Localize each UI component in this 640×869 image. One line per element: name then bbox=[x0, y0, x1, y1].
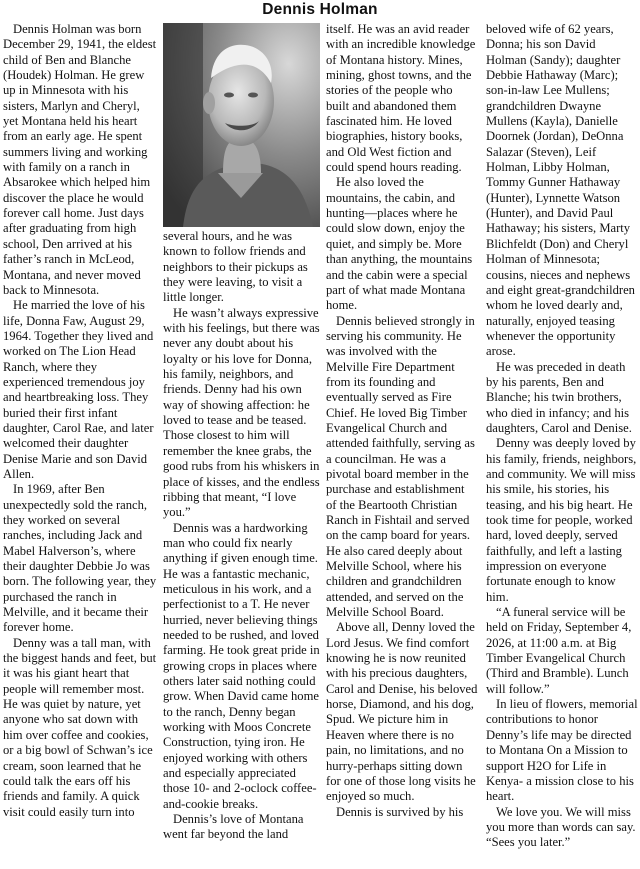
paragraph: Dennis believed strongly in serving his community. He was involved with the Melville Fire Department from its founding and eventually served as Fire Chief. He loved Big Timber Evangelical Church and attended faithfully, serving as a councilman. He was a pivotal board member in the purchase and establishment of the Beartooth Christian Ranch in Fishtail and served on the camp board for years. He also cared deeply about Melville School, where his children and grandchildren attended, and served on the Melville School Board. bbox=[326, 313, 475, 620]
paragraph: In 1969, after Ben unexpectedly sold the ranch, they worked on several ranches, including Jack and Mabel Halverson’s, where their daughter Debbie Jo was born. The following year, they purchased the ranch in Melville, and it became their forever home. bbox=[3, 482, 157, 635]
paragraph: Denny was deeply loved by his family, friends, neighbors, and community. We will miss his smile, his stories, his teasing, and his big heart. He took time for people, worked hard, loved deeply, served faithfully, and left a lasting impression on everyone fortunate enough to know him. bbox=[486, 436, 637, 604]
paragraph: We love you. We will miss you more than words can say. “Sees you later.” bbox=[486, 804, 636, 850]
paragraph: Dennis Holman was born December 29, 1941, the eldest child of Ben and Blanche (Houdek) Holman. He grew up in Minnesota with his sisters, Marlyn and Cheryl, yet Montana held his heart from an early age. He spent summers living and working with family on a ranch in Absarokee which helped him discover the place he would forever call home. Just days after graduating from high school, Den arrived at his father’s ranch in McLeod, Montana, and never moved back to Minnesota. bbox=[3, 22, 157, 297]
paragraph: several hours, and he was known to follow friends and neighbors to their pickups as they were leaving, to visit a little longer. bbox=[163, 229, 308, 305]
paragraph: He was preceded in death by his parents, Ben and Blanche; his twin brothers, who died in infancy; and his daughters, Carol and Denise. bbox=[486, 359, 632, 435]
portrait-photo-icon bbox=[163, 23, 320, 227]
paragraph: Dennis’s love of Montana went far beyond the land bbox=[163, 812, 304, 842]
paragraph: He wasn’t always expressive with his feelings, but there was never any doubt about his loyalty or his love for Donna, his family, neighbors, and friends. Denny had his own way of showing affection: he loved to tease and be teased. Those closest to him will remember the knee grabs, the good rubs from his whiskers in place of kisses, and the endless ribbing that meant, “I love you.” bbox=[163, 305, 320, 520]
page-title: Dennis Holman bbox=[262, 1, 378, 18]
paragraph: itself. He was an avid reader with an incredible knowledge of Montana history. Mines, mining, ghost towns, and the stories of the people who built and abandoned them fascinated him. He loved biographies, history books, and Old West fiction and could spend hours reading. bbox=[326, 22, 476, 175]
paragraph: Denny was a tall man, with the biggest hands and feet, but it was his giant heart that people will remember most. He was quiet by nature, yet anyone who sat down with him over coffee and cookies, or a big bowl of Schwan’s ice cream, soon learned that he could talk the ears off his friends and family. A quick visit could easily turn into bbox=[3, 635, 157, 819]
paragraph: Dennis was a hardworking man who could fix nearly anything if given enough time. He was a fantastic mechanic, meticulous in his work, and a perfectionist to a T. He never hurried, never believing things needed to be rushed, and loved farming. He took great pride in growing crops in places where others later said nothing could grow. When David came home to the ranch, Denny began working with Moos Concrete Construction, tying iron. He enjoyed working with others and especially appreciated those 10- and 2-oclock coffee-and-cookie breaks. bbox=[163, 520, 320, 811]
column-2 bbox=[163, 229, 320, 843]
portrait-photo bbox=[163, 23, 320, 227]
column-3 bbox=[326, 22, 478, 820]
column-1 bbox=[3, 22, 157, 820]
paragraph: He also loved the mountains, the cabin, and hunting—places where he could slow down, enjoy the quiet, and simply be. More than anything, the mountains and the cabin were a special part of what made Montana home. bbox=[326, 175, 473, 313]
column-4 bbox=[486, 22, 638, 851]
paragraph: Above all, Denny loved the Lord Jesus. We find comfort knowing he is now reunited with his precious daughters, Carol and Denise, his beloved horse, Diamond, and his dog, Spud. We picture him in Heaven where there is no pain, no limitations, and no hurry-perhaps sitting down for one of those long visits he enjoyed so much. bbox=[326, 620, 478, 804]
paragraph: “A funeral service will be held on Friday, September 4, 2026, at 11:00 a.m. at Big Timber Evangelical Church (Third and Bramble). Lunch will follow.” bbox=[486, 605, 632, 696]
paragraph: In lieu of flowers, memorial contributions to honor Denny’s life may be directed to Montana On a Mission to support H2O for Life in Kenya- a mission close to his heart. bbox=[486, 697, 638, 804]
paragraph: Dennis is survived by his bbox=[336, 804, 464, 819]
paragraph: He married the love of his life, Donna Faw, August 29, 1964. Together they lived and worked on The Lion Head Ranch, where they experienced tremendous joy and heartbreaking loss. They buried their first infant daughter, Carol Rae, and later welcomed their daughter Denise Marie and son David Allen. bbox=[3, 298, 154, 481]
paragraph: beloved wife of 62 years, Donna; his son David Holman (Sandy); daughter Debbie Hathaway (Marc); son-in-law Lee Mullens; grandchildren Dwayne Mullens (Kayla), Danielle Doornek (Jordan), DeOnna Salazar (Steven), Leif Holman, Libby Holman, Tommy Gunner Hathaway (Hunter), Lynnette Watson (Hunter), and David Paul Hathaway; his sisters, Marty Blichfeldt (Don) and Cheryl Holman of Minnesota; cousins, nieces and nephews and eight great-grandchildren whom he loved dearly and, naturally, enjoyed teasing whenever the opportunity arose. bbox=[486, 22, 635, 359]
